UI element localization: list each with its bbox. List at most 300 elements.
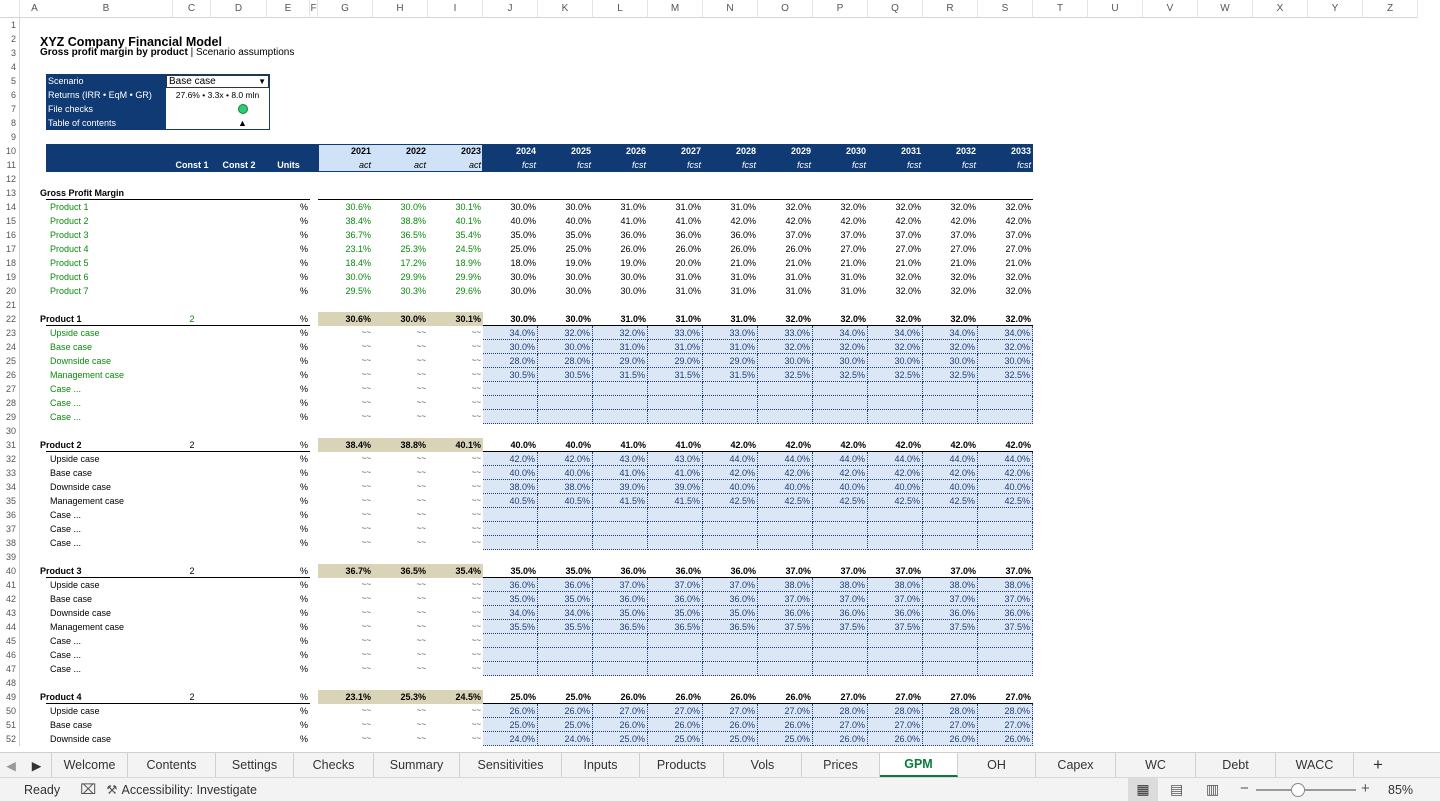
input-cell[interactable]: 41.0% xyxy=(648,466,703,480)
value-cell[interactable]: 26.0% xyxy=(675,244,701,254)
na-cell[interactable]: ~~ xyxy=(416,706,426,715)
value-cell[interactable]: 38.4% xyxy=(345,216,371,226)
row-header[interactable]: 2 xyxy=(0,32,20,46)
column-header[interactable]: R xyxy=(923,0,978,18)
input-cell[interactable]: 43.0% xyxy=(593,452,648,466)
value-cell[interactable]: 37.0% xyxy=(895,230,921,240)
year-header[interactable]: 2024 xyxy=(515,146,536,156)
value-cell[interactable]: 31.0% xyxy=(675,286,701,296)
value-cell[interactable]: 30.6% xyxy=(345,314,371,324)
input-cell[interactable]: 31.5% xyxy=(593,368,648,382)
value-cell[interactable]: 20.0% xyxy=(675,258,701,268)
na-cell[interactable]: ~~ xyxy=(416,384,426,393)
input-cell[interactable] xyxy=(703,648,758,662)
column-header[interactable]: T xyxy=(1033,0,1088,18)
input-cell[interactable]: 28.0% xyxy=(923,704,978,718)
input-cell[interactable] xyxy=(923,508,978,522)
input-cell[interactable]: 27.0% xyxy=(648,704,703,718)
row-header[interactable]: 29 xyxy=(0,410,20,424)
input-cell[interactable] xyxy=(978,382,1033,396)
value-cell[interactable]: 35.4% xyxy=(455,230,481,240)
value-cell[interactable]: 31.0% xyxy=(620,314,646,324)
value-cell[interactable]: 36.0% xyxy=(675,230,701,240)
na-cell[interactable]: ~~ xyxy=(361,636,371,645)
input-cell[interactable] xyxy=(593,508,648,522)
row-header[interactable]: 36 xyxy=(0,508,20,522)
na-cell[interactable]: ~~ xyxy=(361,734,371,743)
input-cell[interactable]: 36.5% xyxy=(648,620,703,634)
input-cell[interactable]: 39.0% xyxy=(593,480,648,494)
input-cell[interactable]: 32.0% xyxy=(868,340,923,354)
row-header[interactable]: 20 xyxy=(0,284,20,298)
value-cell[interactable]: 31.0% xyxy=(730,272,756,282)
value-cell[interactable]: 29.6% xyxy=(455,286,481,296)
year-header[interactable]: 2031 xyxy=(900,146,921,156)
input-cell[interactable] xyxy=(483,396,538,410)
normal-view-icon[interactable]: ▦ xyxy=(1128,778,1158,801)
row-header[interactable]: 19 xyxy=(0,270,20,284)
input-cell[interactable]: 34.0% xyxy=(813,326,868,340)
input-cell[interactable] xyxy=(868,536,923,550)
year-header[interactable]: 2029 xyxy=(790,146,811,156)
input-cell[interactable] xyxy=(483,648,538,662)
na-cell[interactable]: ~~ xyxy=(361,328,371,337)
input-cell[interactable]: 25.0% xyxy=(483,718,538,732)
input-cell[interactable]: 42.0% xyxy=(978,466,1033,480)
value-cell[interactable]: 19.0% xyxy=(620,258,646,268)
input-cell[interactable]: 37.0% xyxy=(593,578,648,592)
input-cell[interactable]: 31.5% xyxy=(648,368,703,382)
value-cell[interactable]: 36.0% xyxy=(675,566,701,576)
input-cell[interactable] xyxy=(868,648,923,662)
value-cell[interactable]: 31.0% xyxy=(785,286,811,296)
input-cell[interactable] xyxy=(868,396,923,410)
na-cell[interactable]: ~~ xyxy=(416,496,426,505)
na-cell[interactable]: ~~ xyxy=(361,370,371,379)
input-cell[interactable]: 40.0% xyxy=(758,480,813,494)
tab-contents[interactable]: Contents xyxy=(128,753,216,777)
page-break-icon[interactable]: ▥ xyxy=(1206,781,1220,797)
input-cell[interactable]: 44.0% xyxy=(758,452,813,466)
input-cell[interactable] xyxy=(483,634,538,648)
input-cell[interactable]: 36.0% xyxy=(813,606,868,620)
input-cell[interactable]: 36.0% xyxy=(868,606,923,620)
value-cell[interactable]: 21.0% xyxy=(785,258,811,268)
value-cell[interactable]: 32.0% xyxy=(895,286,921,296)
input-cell[interactable]: 42.0% xyxy=(538,452,593,466)
input-cell[interactable]: 42.5% xyxy=(978,494,1033,508)
input-cell[interactable]: 40.0% xyxy=(813,480,868,494)
input-cell[interactable] xyxy=(813,508,868,522)
year-header[interactable]: 2033 xyxy=(1010,146,1031,156)
input-cell[interactable] xyxy=(758,396,813,410)
year-header[interactable]: 2023 xyxy=(460,146,481,156)
input-cell[interactable]: 42.5% xyxy=(758,494,813,508)
row-header[interactable]: 51 xyxy=(0,718,20,732)
input-cell[interactable]: 42.0% xyxy=(483,452,538,466)
input-cell[interactable] xyxy=(978,662,1033,676)
input-cell[interactable]: 30.0% xyxy=(868,354,923,368)
row-header[interactable]: 50 xyxy=(0,704,20,718)
scroll-right-icon[interactable]: ▶ xyxy=(22,753,52,777)
value-cell[interactable]: 30.1% xyxy=(455,202,481,212)
value-cell[interactable]: 32.0% xyxy=(895,202,921,212)
na-cell[interactable]: ~~ xyxy=(416,580,426,589)
value-cell[interactable]: 26.0% xyxy=(785,692,811,702)
value-cell[interactable]: 26.0% xyxy=(620,692,646,702)
input-cell[interactable]: 34.0% xyxy=(923,326,978,340)
input-cell[interactable]: 36.0% xyxy=(703,592,758,606)
input-cell[interactable]: 42.0% xyxy=(813,466,868,480)
value-cell[interactable]: 30.0% xyxy=(510,286,536,296)
input-cell[interactable]: 42.0% xyxy=(758,466,813,480)
input-cell[interactable]: 26.0% xyxy=(813,732,868,746)
input-cell[interactable] xyxy=(758,522,813,536)
input-cell[interactable] xyxy=(978,522,1033,536)
value-cell[interactable]: 23.1% xyxy=(345,692,371,702)
value-cell[interactable]: 42.0% xyxy=(895,440,921,450)
input-cell[interactable] xyxy=(593,396,648,410)
const-cell[interactable]: 2 xyxy=(189,440,195,450)
input-cell[interactable]: 32.0% xyxy=(923,340,978,354)
input-cell[interactable]: 28.0% xyxy=(813,704,868,718)
input-cell[interactable] xyxy=(648,648,703,662)
value-cell[interactable]: 26.0% xyxy=(620,244,646,254)
value-cell[interactable]: 29.9% xyxy=(400,272,426,282)
value-cell[interactable]: 21.0% xyxy=(1005,258,1031,268)
input-cell[interactable]: 26.0% xyxy=(538,704,593,718)
input-cell[interactable] xyxy=(923,410,978,424)
input-cell[interactable] xyxy=(978,410,1033,424)
value-cell[interactable]: 36.7% xyxy=(345,566,371,576)
value-cell[interactable]: 32.0% xyxy=(950,202,976,212)
column-header[interactable]: L xyxy=(593,0,648,18)
input-cell[interactable]: 34.0% xyxy=(868,326,923,340)
input-cell[interactable]: 36.5% xyxy=(593,620,648,634)
tab-oh[interactable]: OH xyxy=(958,753,1036,777)
na-cell[interactable]: ~~ xyxy=(416,328,426,337)
na-cell[interactable]: ~~ xyxy=(361,706,371,715)
value-cell[interactable]: 29.9% xyxy=(455,272,481,282)
column-header[interactable]: G xyxy=(318,0,373,18)
value-cell[interactable]: 26.0% xyxy=(785,244,811,254)
value-cell[interactable]: 24.5% xyxy=(455,244,481,254)
value-cell[interactable]: 38.4% xyxy=(345,440,371,450)
row-header[interactable]: 52 xyxy=(0,732,20,746)
page-layout-icon[interactable]: ▤ xyxy=(1170,781,1184,797)
value-cell[interactable]: 30.0% xyxy=(510,272,536,282)
tab-debt[interactable]: Debt xyxy=(1196,753,1276,777)
input-cell[interactable]: 36.0% xyxy=(648,592,703,606)
column-header[interactable]: A xyxy=(20,0,50,18)
value-cell[interactable]: 31.0% xyxy=(675,272,701,282)
accessibility-icon[interactable]: ⚒ xyxy=(106,783,118,797)
input-cell[interactable] xyxy=(703,382,758,396)
input-cell[interactable] xyxy=(648,662,703,676)
na-cell[interactable]: ~~ xyxy=(416,468,426,477)
na-cell[interactable]: ~~ xyxy=(361,580,371,589)
value-cell[interactable]: 40.0% xyxy=(510,216,536,226)
input-cell[interactable]: 29.0% xyxy=(648,354,703,368)
column-header[interactable]: F xyxy=(310,0,318,18)
input-cell[interactable] xyxy=(593,410,648,424)
input-cell[interactable]: 36.0% xyxy=(978,606,1033,620)
value-cell[interactable]: 27.0% xyxy=(950,692,976,702)
row-header[interactable]: 33 xyxy=(0,466,20,480)
na-cell[interactable]: ~~ xyxy=(416,594,426,603)
input-cell[interactable]: 37.5% xyxy=(923,620,978,634)
tab-vols[interactable]: Vols xyxy=(724,753,802,777)
input-cell[interactable] xyxy=(538,662,593,676)
input-cell[interactable]: 25.0% xyxy=(593,732,648,746)
input-cell[interactable]: 44.0% xyxy=(703,452,758,466)
input-cell[interactable]: 35.0% xyxy=(703,606,758,620)
input-cell[interactable]: 27.0% xyxy=(703,704,758,718)
value-cell[interactable]: 32.0% xyxy=(950,272,976,282)
input-cell[interactable]: 30.0% xyxy=(813,354,868,368)
tab-sensitivities[interactable]: Sensitivities xyxy=(460,753,562,777)
input-cell[interactable] xyxy=(538,508,593,522)
input-cell[interactable]: 26.0% xyxy=(978,732,1033,746)
row-header[interactable]: 45 xyxy=(0,634,20,648)
column-header[interactable]: M xyxy=(648,0,703,18)
na-cell[interactable]: ~~ xyxy=(416,356,426,365)
input-cell[interactable]: 40.0% xyxy=(923,480,978,494)
value-cell[interactable]: 35.0% xyxy=(510,566,536,576)
input-cell[interactable] xyxy=(868,382,923,396)
na-cell[interactable]: ~~ xyxy=(361,342,371,351)
na-cell[interactable]: ~~ xyxy=(416,720,426,729)
na-cell[interactable]: ~~ xyxy=(416,664,426,673)
column-header[interactable]: E xyxy=(267,0,310,18)
na-cell[interactable]: ~~ xyxy=(471,636,481,645)
input-cell[interactable]: 31.0% xyxy=(703,340,758,354)
input-cell[interactable] xyxy=(648,536,703,550)
input-cell[interactable] xyxy=(538,648,593,662)
row-header[interactable]: 4 xyxy=(0,60,20,74)
value-cell[interactable]: 35.0% xyxy=(510,230,536,240)
row-header[interactable]: 17 xyxy=(0,242,20,256)
input-cell[interactable] xyxy=(923,396,978,410)
value-cell[interactable]: 17.2% xyxy=(400,258,426,268)
input-cell[interactable]: 25.0% xyxy=(538,718,593,732)
na-cell[interactable]: ~~ xyxy=(416,342,426,351)
na-cell[interactable]: ~~ xyxy=(471,482,481,491)
column-header[interactable]: Q xyxy=(868,0,923,18)
input-cell[interactable] xyxy=(923,382,978,396)
value-cell[interactable]: 32.0% xyxy=(785,314,811,324)
input-cell[interactable]: 36.0% xyxy=(923,606,978,620)
input-cell[interactable] xyxy=(648,396,703,410)
input-cell[interactable]: 42.0% xyxy=(868,466,923,480)
value-cell[interactable]: 30.0% xyxy=(565,314,591,324)
value-cell[interactable]: 18.9% xyxy=(455,258,481,268)
input-cell[interactable]: 33.0% xyxy=(703,326,758,340)
input-cell[interactable] xyxy=(483,410,538,424)
na-cell[interactable]: ~~ xyxy=(361,454,371,463)
input-cell[interactable]: 27.0% xyxy=(923,718,978,732)
input-cell[interactable] xyxy=(593,382,648,396)
value-cell[interactable]: 30.0% xyxy=(400,314,426,324)
year-header[interactable]: 2032 xyxy=(955,146,976,156)
na-cell[interactable]: ~~ xyxy=(471,356,481,365)
value-cell[interactable]: 29.5% xyxy=(345,286,371,296)
input-cell[interactable] xyxy=(813,396,868,410)
input-cell[interactable]: 38.0% xyxy=(538,480,593,494)
tab-capex[interactable]: Capex xyxy=(1036,753,1116,777)
input-cell[interactable]: 26.0% xyxy=(593,718,648,732)
na-cell[interactable]: ~~ xyxy=(416,734,426,743)
tab-products[interactable]: Products xyxy=(640,753,724,777)
macro-icon[interactable]: ⌧ xyxy=(80,781,97,797)
na-cell[interactable]: ~~ xyxy=(471,720,481,729)
na-cell[interactable]: ~~ xyxy=(416,510,426,519)
value-cell[interactable]: 30.3% xyxy=(400,286,426,296)
tab-welcome[interactable]: Welcome xyxy=(52,753,128,777)
value-cell[interactable]: 42.0% xyxy=(840,440,866,450)
input-cell[interactable] xyxy=(538,410,593,424)
input-cell[interactable] xyxy=(868,662,923,676)
column-header[interactable]: W xyxy=(1198,0,1253,18)
input-cell[interactable]: 41.0% xyxy=(593,466,648,480)
input-cell[interactable]: 28.0% xyxy=(538,354,593,368)
input-cell[interactable]: 30.0% xyxy=(483,340,538,354)
input-cell[interactable]: 30.0% xyxy=(923,354,978,368)
value-cell[interactable]: 35.4% xyxy=(455,566,481,576)
input-cell[interactable] xyxy=(648,382,703,396)
na-cell[interactable]: ~~ xyxy=(471,664,481,673)
input-cell[interactable] xyxy=(703,634,758,648)
na-cell[interactable]: ~~ xyxy=(416,370,426,379)
value-cell[interactable]: 36.0% xyxy=(730,566,756,576)
value-cell[interactable]: 27.0% xyxy=(840,244,866,254)
input-cell[interactable]: 30.0% xyxy=(978,354,1033,368)
input-cell[interactable] xyxy=(758,662,813,676)
input-cell[interactable]: 37.0% xyxy=(978,592,1033,606)
input-cell[interactable] xyxy=(813,410,868,424)
input-cell[interactable]: 39.0% xyxy=(648,480,703,494)
value-cell[interactable]: 27.0% xyxy=(895,692,921,702)
na-cell[interactable]: ~~ xyxy=(361,664,371,673)
row-header[interactable]: 43 xyxy=(0,606,20,620)
input-cell[interactable] xyxy=(978,648,1033,662)
input-cell[interactable]: 44.0% xyxy=(978,452,1033,466)
input-cell[interactable] xyxy=(703,662,758,676)
input-cell[interactable] xyxy=(483,536,538,550)
na-cell[interactable]: ~~ xyxy=(416,524,426,533)
na-cell[interactable]: ~~ xyxy=(361,720,371,729)
input-cell[interactable]: 26.0% xyxy=(703,718,758,732)
na-cell[interactable]: ~~ xyxy=(361,622,371,631)
input-cell[interactable]: 35.0% xyxy=(648,606,703,620)
tab-summary[interactable]: Summary xyxy=(374,753,460,777)
row-header[interactable]: 12 xyxy=(0,172,20,186)
input-cell[interactable]: 26.0% xyxy=(483,704,538,718)
input-cell[interactable]: 36.0% xyxy=(593,592,648,606)
input-cell[interactable]: 29.0% xyxy=(593,354,648,368)
row-header[interactable]: 11 xyxy=(0,158,20,172)
input-cell[interactable] xyxy=(758,634,813,648)
column-header[interactable]: S xyxy=(978,0,1033,18)
input-cell[interactable]: 32.5% xyxy=(978,368,1033,382)
input-cell[interactable]: 37.0% xyxy=(813,592,868,606)
value-cell[interactable]: 41.0% xyxy=(675,216,701,226)
value-cell[interactable]: 27.0% xyxy=(950,244,976,254)
year-header[interactable]: 2025 xyxy=(570,146,591,156)
input-cell[interactable]: 37.5% xyxy=(868,620,923,634)
input-cell[interactable]: 37.5% xyxy=(758,620,813,634)
input-cell[interactable]: 27.0% xyxy=(813,718,868,732)
value-cell[interactable]: 31.0% xyxy=(785,272,811,282)
scroll-left-icon[interactable]: ◀ xyxy=(6,758,16,773)
input-cell[interactable] xyxy=(703,522,758,536)
input-cell[interactable]: 38.0% xyxy=(483,480,538,494)
input-cell[interactable] xyxy=(703,536,758,550)
na-cell[interactable]: ~~ xyxy=(361,524,371,533)
value-cell[interactable]: 18.4% xyxy=(345,258,371,268)
na-cell[interactable]: ~~ xyxy=(361,496,371,505)
zoom-slider-handle[interactable] xyxy=(1291,783,1305,797)
year-header[interactable]: 2021 xyxy=(350,146,371,156)
na-cell[interactable]: ~~ xyxy=(361,538,371,547)
na-cell[interactable]: ~~ xyxy=(361,482,371,491)
input-cell[interactable]: 35.5% xyxy=(538,620,593,634)
value-cell[interactable]: 42.0% xyxy=(895,216,921,226)
value-cell[interactable]: 36.7% xyxy=(345,230,371,240)
row-header[interactable]: 25 xyxy=(0,354,20,368)
value-cell[interactable]: 38.8% xyxy=(400,440,426,450)
input-cell[interactable] xyxy=(758,382,813,396)
value-cell[interactable]: 32.0% xyxy=(840,314,866,324)
value-cell[interactable]: 32.0% xyxy=(785,202,811,212)
row-header[interactable]: 38 xyxy=(0,536,20,550)
column-header[interactable]: Y xyxy=(1308,0,1363,18)
row-header[interactable]: 37 xyxy=(0,522,20,536)
input-cell[interactable]: 31.0% xyxy=(593,340,648,354)
value-cell[interactable]: 25.0% xyxy=(565,244,591,254)
row-header[interactable]: 26 xyxy=(0,368,20,382)
row-header[interactable]: 49 xyxy=(0,690,20,704)
input-cell[interactable]: 38.0% xyxy=(923,578,978,592)
na-cell[interactable]: ~~ xyxy=(361,608,371,617)
input-cell[interactable]: 35.0% xyxy=(538,592,593,606)
input-cell[interactable] xyxy=(703,410,758,424)
input-cell[interactable] xyxy=(813,382,868,396)
column-header[interactable]: O xyxy=(758,0,813,18)
value-cell[interactable]: 36.0% xyxy=(620,566,646,576)
input-cell[interactable]: 25.0% xyxy=(758,732,813,746)
value-cell[interactable]: 27.0% xyxy=(895,244,921,254)
value-cell[interactable]: 37.0% xyxy=(950,566,976,576)
input-cell[interactable]: 32.0% xyxy=(758,340,813,354)
row-header[interactable]: 15 xyxy=(0,214,20,228)
na-cell[interactable]: ~~ xyxy=(361,412,371,421)
input-cell[interactable] xyxy=(703,396,758,410)
row-header[interactable]: 6 xyxy=(0,88,20,102)
input-cell[interactable] xyxy=(758,410,813,424)
value-cell[interactable]: 41.0% xyxy=(675,440,701,450)
model-title[interactable]: XYZ Company Financial Model xyxy=(40,35,222,49)
input-cell[interactable]: 31.5% xyxy=(703,368,758,382)
value-cell[interactable]: 42.0% xyxy=(950,216,976,226)
na-cell[interactable]: ~~ xyxy=(361,594,371,603)
input-cell[interactable]: 34.0% xyxy=(483,326,538,340)
scenario-dropdown[interactable] xyxy=(166,75,269,88)
na-cell[interactable]: ~~ xyxy=(471,706,481,715)
input-cell[interactable]: 27.0% xyxy=(868,718,923,732)
value-cell[interactable]: 37.0% xyxy=(950,230,976,240)
na-cell[interactable]: ~~ xyxy=(361,356,371,365)
